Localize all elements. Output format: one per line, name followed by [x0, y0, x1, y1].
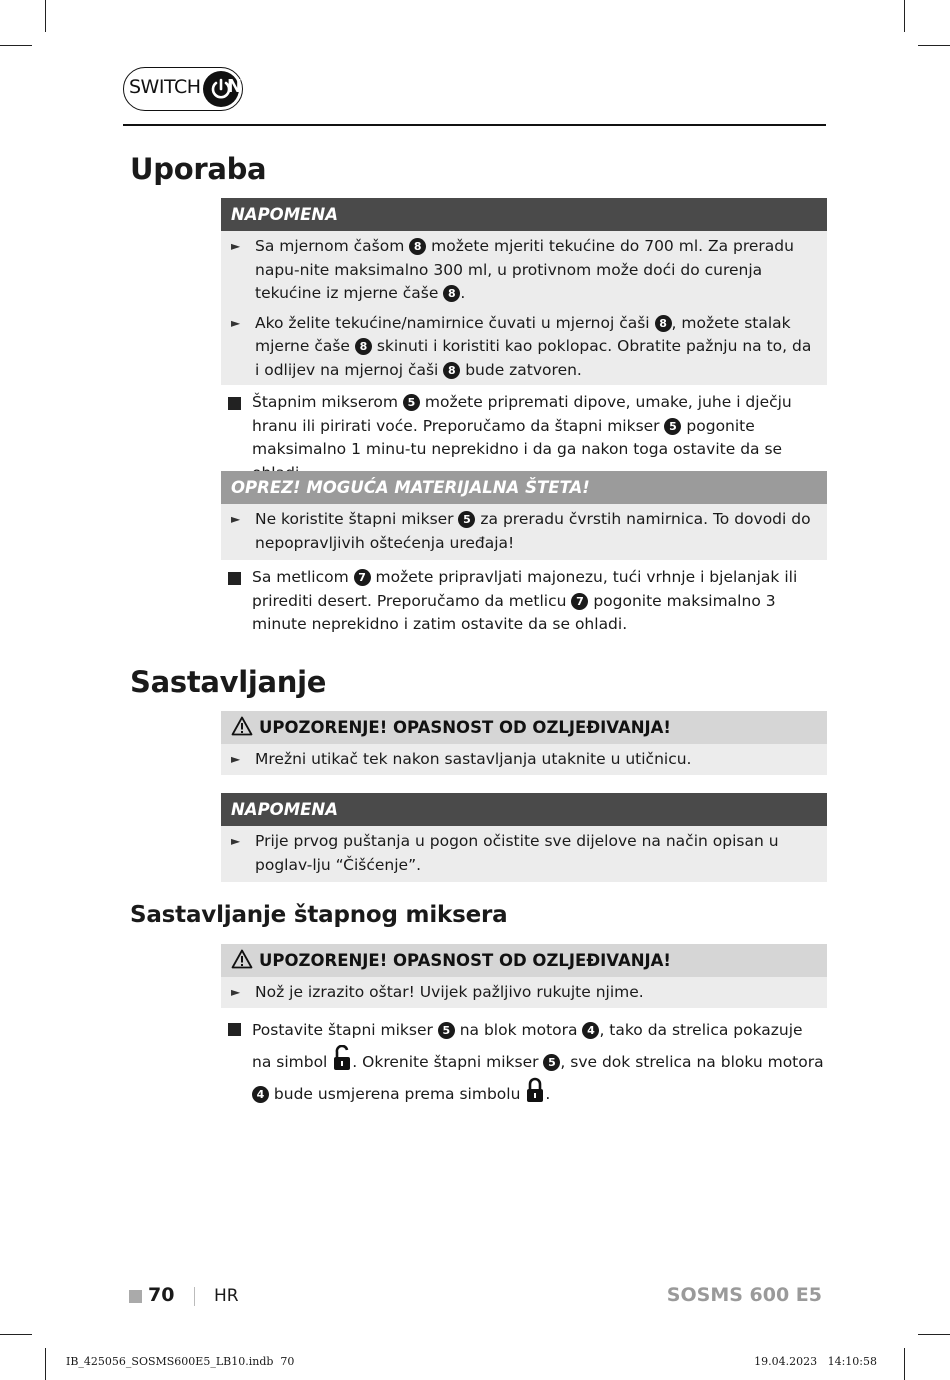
crop-mark	[45, 0, 46, 32]
crop-mark	[0, 45, 32, 46]
footer-divider	[194, 1287, 195, 1306]
crop-mark	[904, 1348, 905, 1380]
logo-n: N	[227, 76, 243, 97]
list-item: ► Mrežni utikač tek nakon sastavljanja utaknite u utičnicu.	[255, 748, 817, 772]
oprez-content	[221, 504, 827, 560]
napomena-label: NAPOMENA	[221, 793, 827, 826]
part-number-badge: 4	[582, 1022, 599, 1039]
page-number: 70	[148, 1284, 175, 1306]
bullet-square	[228, 397, 241, 410]
oprez-box	[221, 471, 827, 560]
logo-text: SWITCH	[129, 76, 201, 98]
part-number-badge: 4	[252, 1086, 269, 1103]
part-number-badge: 5	[403, 394, 420, 411]
warning-triangle-icon	[231, 716, 253, 736]
napomena-content	[221, 826, 827, 882]
arrow-icon: ►	[231, 315, 241, 330]
napomena-box-1	[221, 198, 827, 385]
list-item: ► Ne koristite štapni mikser 5 za preradu čvrstih namirnica. To dovodi do nepopravljivih oštećenja uređaja!	[231, 510, 811, 552]
open-lock-icon	[332, 1045, 352, 1071]
part-number-badge: 7	[571, 593, 588, 610]
part-number-badge: 7	[354, 569, 371, 586]
list-item: ► Prije prvog puštanja u pogon očistite sve dijelove na način opisan u poglav-lju “Čišćenje”.	[231, 832, 779, 874]
upozorenje-label: UPOZORENJE! OPASNOST OD OZLJEĐIVANJA!	[259, 718, 671, 737]
oprez-label: OPREZ! MOGUĆA MATERIJALNA ŠTETA!	[221, 471, 827, 504]
upozorenje-box-2	[221, 944, 827, 1008]
upozorenje-content	[221, 977, 827, 1008]
upozorenje-box-1	[221, 711, 827, 775]
upozorenje-content	[221, 744, 827, 775]
paragraph-stapni-mikser: Štapnim mikserom 5 možete pripremati dipove, umake, juhe i dječju hranu ili pirirati voće. Preporučamo da štapni mikser 5 pogonite maksimalno 1 minu-tu neprekidno i da ga nakon toga ostavite da se	[252, 393, 792, 458]
section-title-sastavljanje: Sastavljanje	[130, 665, 327, 699]
part-number-badge: 8	[443, 285, 460, 302]
crop-mark	[0, 1334, 32, 1335]
print-slug-file: IB_425056_SOSMS600E5_LB10.indb 70	[66, 1355, 295, 1368]
paragraph-postavite: Postavite štapni mikser 5 na blok motora 4 , tako da strelica pokazuje na simbol . Okrenite štapni mikser 5 , sve dok strelica na bloku motora 4 bude usmjerena prema simbolu .	[252, 1021, 824, 1103]
model-name: SOSMS 600 E5	[666, 1284, 822, 1306]
warning-triangle-icon	[231, 949, 253, 969]
list-item: ► Ako želite tekućine/namirnice čuvati u mjernoj čaši 8 , možete stalak mjerne čaše 8 skinuti i koristiti kao poklopac. Obratite pažnju na to, da i odlijev na mjernoj čaši 8 bude zatvoren.	[231, 313, 812, 379]
footer-square	[129, 1290, 142, 1303]
section-title-uporaba: Uporaba	[130, 152, 267, 186]
print-slug-datetime: 19.04.2023 14:10:58	[754, 1355, 877, 1368]
part-number-badge: 8	[355, 338, 372, 355]
brand-logo	[123, 67, 243, 111]
upozorenje-label-row	[221, 944, 827, 977]
upozorenje-label: UPOZORENJE! OPASNOST OD OZLJEĐIVANJA!	[259, 951, 671, 970]
arrow-icon: ►	[231, 985, 241, 999]
part-number-badge: 8	[409, 238, 426, 255]
part-number-badge: 5	[543, 1054, 560, 1071]
language-code: HR	[214, 1286, 239, 1306]
arrow-icon: ►	[231, 512, 241, 526]
paragraph-metlica: Sa metlicom 7 možete pripravljati majonezu, tući vrhnje i bjelanjak ili prirediti desert. Preporučamo da metlicu 7 pogonite maksimalno 3 minute neprekidno i zatim ostavite da se ohladi.	[252, 568, 798, 633]
list-item: ► Nož je izrazito oštar! Uvijek pažljivo rukujte njime.	[255, 981, 817, 1005]
arrow-icon: ►	[231, 752, 241, 766]
part-number-badge: 5	[664, 418, 681, 435]
list-item: ► Sa mjernom čašom 8 možete mjeriti tekućine do 700 ml. Za preradu napu-nite maksimalno 300 ml, u protivnom može doći do curenja tekućine iz mjerne čaše 8 .	[231, 237, 794, 302]
arrow-icon: ►	[231, 834, 241, 848]
part-number-badge: 8	[655, 315, 672, 332]
napomena-box-2	[221, 793, 827, 882]
bullet-square	[228, 572, 241, 585]
part-number-badge: 5	[458, 511, 475, 528]
crop-mark	[918, 45, 950, 46]
crop-mark	[904, 0, 905, 32]
napomena-content	[221, 231, 827, 385]
header-rule	[123, 124, 826, 126]
subsection-title-sastavljanje-miksera: Sastavljanje štapnog miksera	[130, 902, 508, 928]
crop-mark	[45, 1348, 46, 1380]
bullet-square	[228, 1023, 241, 1036]
napomena-label: NAPOMENA	[221, 198, 827, 231]
crop-mark	[918, 1334, 950, 1335]
part-number-badge: 8	[443, 362, 460, 379]
arrow-icon: ►	[231, 239, 241, 253]
closed-lock-icon	[525, 1077, 545, 1103]
part-number-badge: 5	[438, 1022, 455, 1039]
upozorenje-label-row	[221, 711, 827, 744]
